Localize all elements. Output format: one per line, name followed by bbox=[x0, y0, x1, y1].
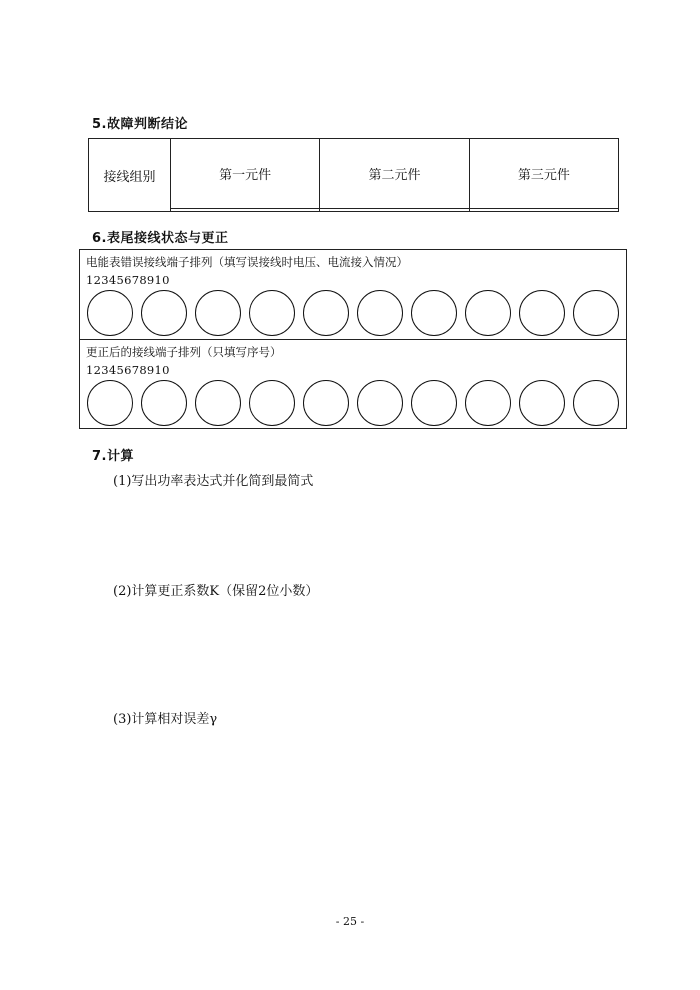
terminal-circle[interactable] bbox=[87, 380, 133, 426]
terminal-arrangement-box bbox=[79, 249, 627, 429]
corrected-terminal-circles bbox=[87, 380, 619, 426]
row-label-wiring-group: 接线组别 bbox=[89, 139, 171, 212]
column-header-element-3: 第三元件 bbox=[469, 139, 618, 209]
page-number: - 25 - bbox=[335, 915, 365, 928]
table-row bbox=[89, 139, 619, 209]
wrong-wiring-caption: 电能表错误接线端子排列（填写误接线时电压、电流接入情况） bbox=[86, 255, 408, 269]
answer-cell-element-1[interactable] bbox=[171, 208, 320, 211]
terminal-circle[interactable] bbox=[357, 290, 403, 336]
terminal-circle[interactable] bbox=[411, 380, 457, 426]
terminal-circle[interactable] bbox=[141, 380, 187, 426]
wrong-terminal-numbers: 12345678910 bbox=[86, 273, 170, 287]
terminal-circle[interactable] bbox=[303, 380, 349, 426]
answer-cell-element-2[interactable] bbox=[320, 208, 469, 211]
terminal-circle[interactable] bbox=[519, 290, 565, 336]
terminal-circle[interactable] bbox=[573, 380, 619, 426]
section-6-heading: 6.表尾接线状态与更正 bbox=[92, 231, 229, 246]
question-1-power-expression: (1)写出功率表达式并化简到最简式 bbox=[113, 474, 314, 489]
question-2-correction-factor: (2)计算更正系数K（保留2位小数） bbox=[113, 584, 319, 599]
terminal-circle[interactable] bbox=[87, 290, 133, 336]
terminal-circle[interactable] bbox=[141, 290, 187, 336]
terminal-circle[interactable] bbox=[411, 290, 457, 336]
terminal-circle[interactable] bbox=[195, 380, 241, 426]
terminal-circle[interactable] bbox=[573, 290, 619, 336]
terminal-circle[interactable] bbox=[465, 380, 511, 426]
corrected-terminal-numbers: 12345678910 bbox=[86, 363, 170, 377]
corrected-wiring-caption: 更正后的接线端子排列（只填写序号） bbox=[86, 345, 282, 359]
terminal-circle[interactable] bbox=[465, 290, 511, 336]
answer-cell-element-3[interactable] bbox=[469, 208, 618, 211]
section-5-heading: 5.故障判断结论 bbox=[92, 117, 188, 132]
terminal-circle[interactable] bbox=[249, 290, 295, 336]
column-header-element-1: 第一元件 bbox=[171, 139, 320, 209]
terminal-circle[interactable] bbox=[519, 380, 565, 426]
question-3-relative-error: (3)计算相对误差γ bbox=[113, 712, 218, 727]
box-divider bbox=[80, 339, 626, 340]
column-header-element-2: 第二元件 bbox=[320, 139, 469, 209]
terminal-circle[interactable] bbox=[195, 290, 241, 336]
terminal-circle[interactable] bbox=[357, 380, 403, 426]
fault-conclusion-table bbox=[88, 138, 619, 212]
terminal-circle[interactable] bbox=[303, 290, 349, 336]
section-7-heading: 7.计算 bbox=[92, 449, 134, 464]
wrong-terminal-circles bbox=[87, 290, 619, 336]
terminal-circle[interactable] bbox=[249, 380, 295, 426]
